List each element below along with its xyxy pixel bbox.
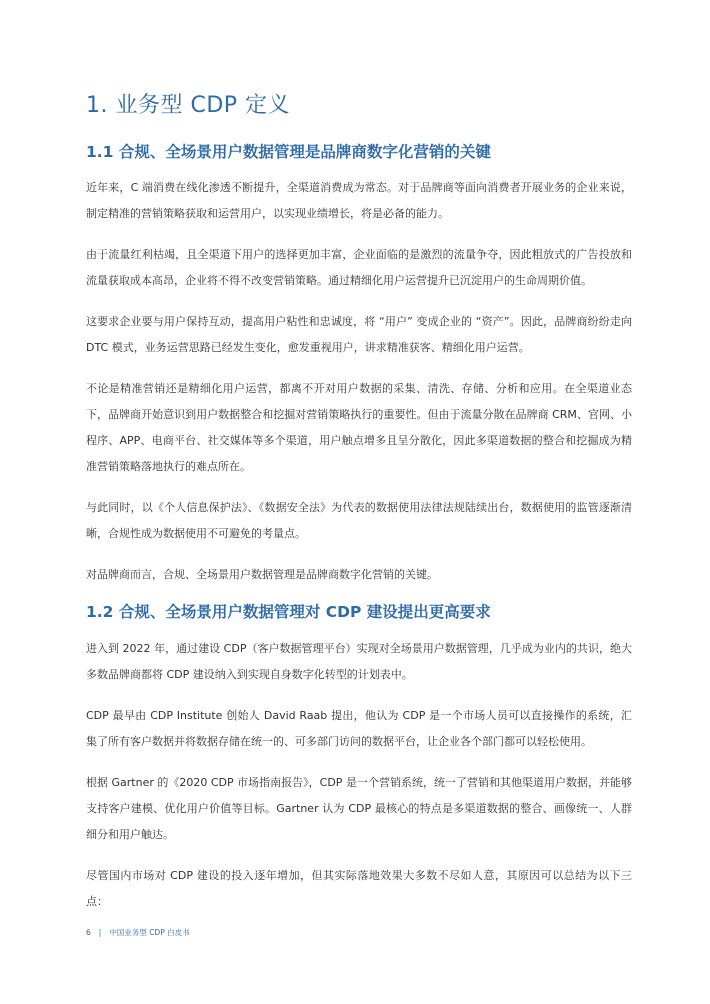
- document-title: 中国业务型 CDP 白皮书: [109, 928, 190, 937]
- page-title: 1. 业务型 CDP 定义: [86, 93, 291, 118]
- section-title-1-2: 1.2 合规、全场景用户数据管理对 CDP 建设提出更高要求: [86, 603, 491, 621]
- paragraph: 近年来，C 端消费在线化渗透不断提升，全渠道消费成为常态。对于品牌商等面向消费者开展业务的企业来说，制定精准的营销策略获取和运营用户，以实现业绩增长，将是必备的能力。: [86, 181, 632, 220]
- section-body-1-1: [86, 175, 632, 588]
- section-body-1-2: [86, 636, 632, 915]
- page-footer: [86, 927, 190, 938]
- paragraph: 这要求企业要与用户保持互动，提高用户粘性和忠诚度，将 “用户” 变成企业的 “资产”。因此，品牌商纷纷走向 DTC 模式，业务运营思路已经发生变化，愈发重视用户，讲求精准获客、精细化用户运营。: [86, 315, 632, 354]
- paragraph: 进入到 2022 年，通过建设 CDP（客户数据管理平台）实现对全场景用户数据管理，几乎成为业内的共识，绝大多数品牌商都将 CDP 建设纳入到实现自身数字化转型的计划表中。: [86, 642, 632, 681]
- paragraph: CDP 最早由 CDP Institute 创始人 David Raab 提出，他认为 CDP 是一个市场人员可以直接操作的系统，汇集了所有客户数据并将数据存储在统一的、可多部门访问的数据平台，让企业各个部门都可以轻松使用。: [86, 709, 632, 748]
- paragraph: 不论是精准营销还是精细化用户运营，都离不开对用户数据的采集、清洗、存储、分析和应用。在全渠道业态下，品牌商开始意识到用户数据整合和挖掘对营销策略执行的重要性。但由于流量分散在品牌商 CRM、官网、小程序、APP、电商平台、社交媒体等多个渠道，用户触点增多且呈分散化，因此多渠道数据的整合和挖掘成为精准营销策略落地执行的难点所在。: [86, 382, 632, 473]
- paragraph: 根据 Gartner 的《2020 CDP 市场指南报告》，CDP 是一个营销系统，统一了营销和其他渠道用户数据，并能够支持客户建模、优化用户价值等目标。Gartner 认为 CDP 最核心的特点是多渠道数据的整合、画像统一、人群细分和用户触达。: [86, 776, 632, 841]
- paragraph: 对品牌商而言，合规、全场景用户数据管理是品牌商数字化营销的关键。: [86, 568, 438, 581]
- section-title-1-1: 1.1 合规、全场景用户数据管理是品牌商数字化营销的关键: [86, 143, 491, 161]
- page-number: 6: [86, 928, 91, 937]
- paragraph: 与此同时，以《个人信息保护法》、《数据安全法》为代表的数据使用法律法规陆续出台，数据使用的监管逐渐清晰，合规性成为数据使用不可避免的考量点。: [86, 501, 632, 540]
- footer-separator: |: [98, 928, 102, 937]
- paragraph: 由于流量红利枯竭，且全渠道下用户的选择更加丰富，企业面临的是激烈的流量争夺，因此粗放式的广告投放和流量获取成本高昂，企业将不得不改变营销策略。通过精细化用户运营提升已沉淀用户的生命周期价值。: [86, 248, 632, 287]
- paragraph: 尽管国内市场对 CDP 建设的投入逐年增加，但其实际落地效果大多数不尽如人意，其原因可以总结为以下三点：: [86, 869, 632, 908]
